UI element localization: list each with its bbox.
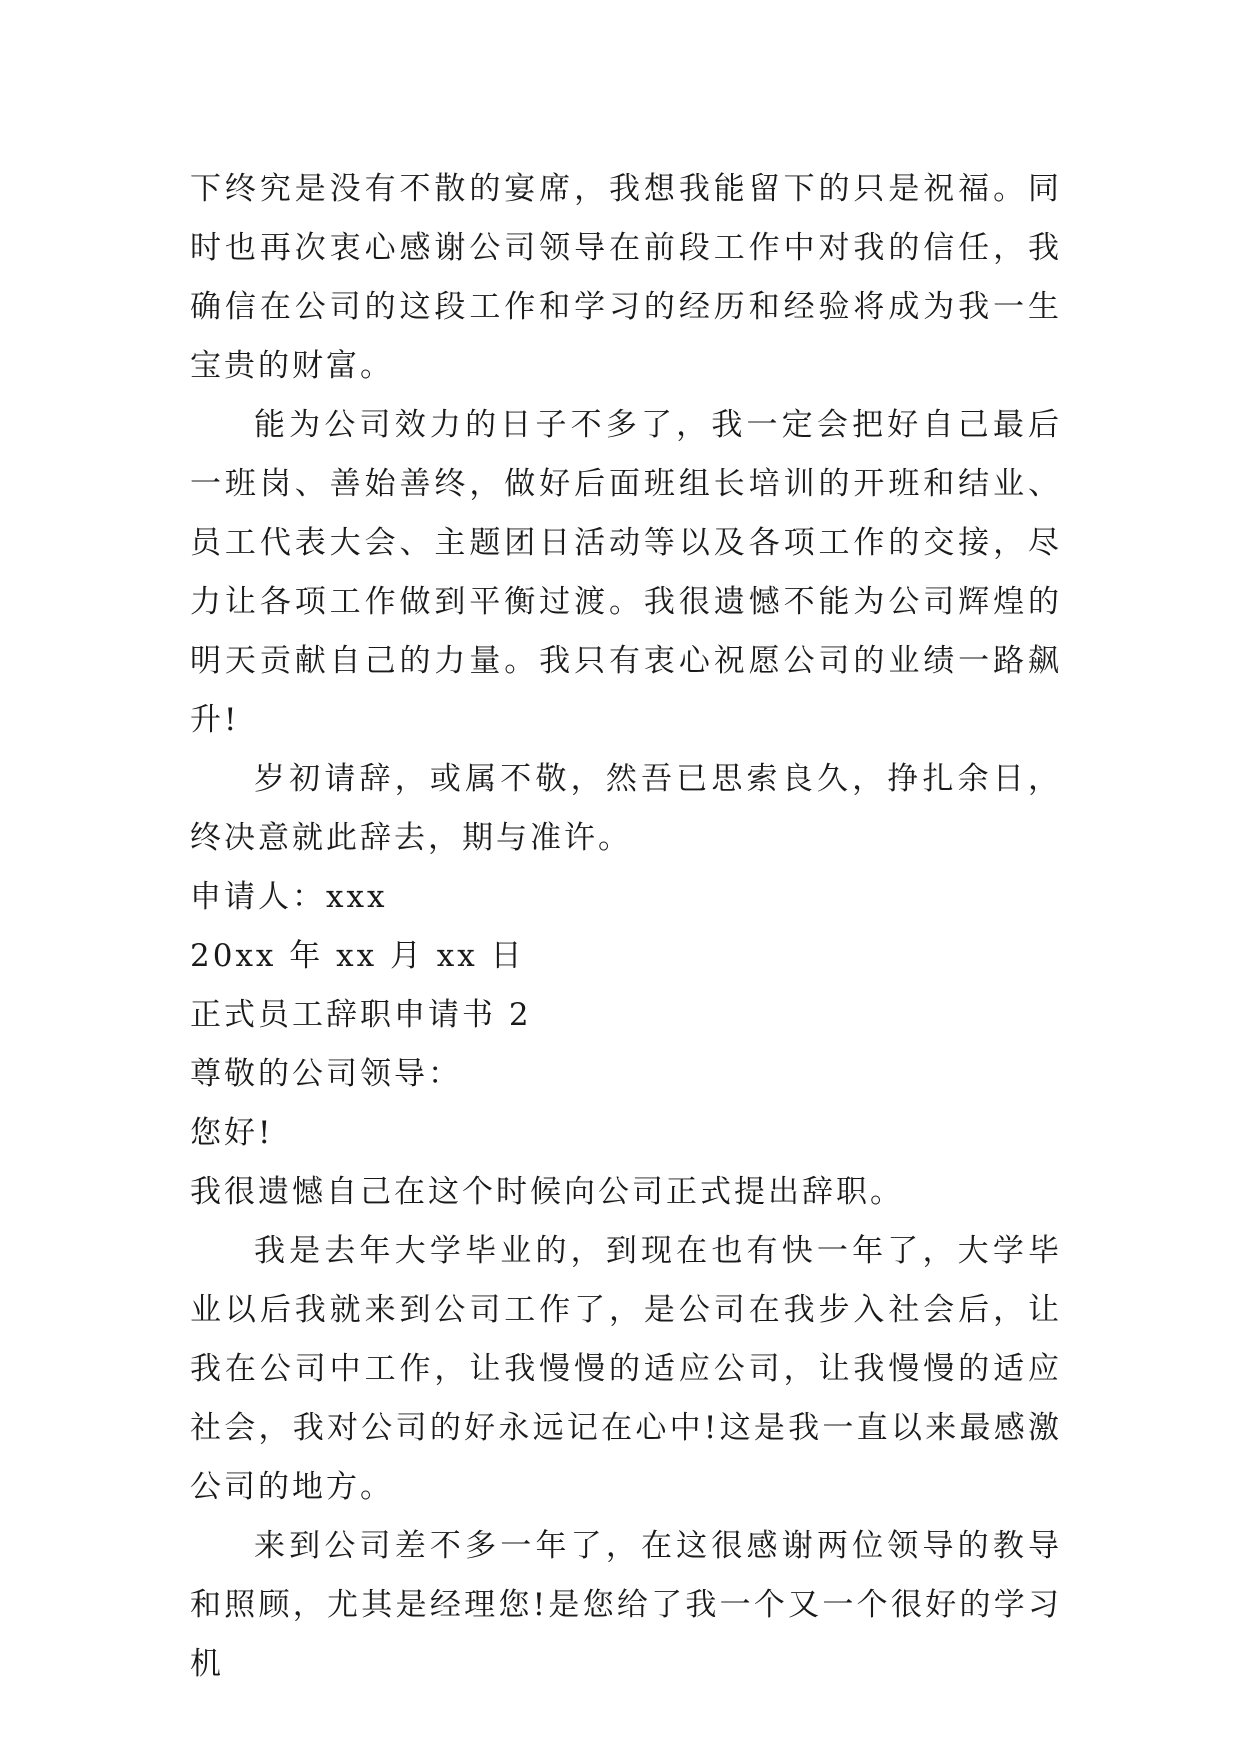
paragraph-farewell: 能为公司效力的日子不多了，我一定会把好自己最后一班岗、善始善终，做好后面班组长培训的开班和结业、员工代表大会、主题团日活动等以及各项工作的交接，尽力让各项工作做到平衡过渡。我很遗憾不能为公司辉煌的明天贡献自己的力量。我只有衷心祝愿公司的业绩一路飙升! xyxy=(190,407,1062,738)
section-title: 正式员工辞职申请书 2 xyxy=(190,997,532,1033)
greeting: 您好! xyxy=(190,1115,274,1151)
applicant-line: 申请人：xxx xyxy=(190,879,388,915)
paragraph-intro: 我很遗憾自己在这个时候向公司正式提出辞职。 xyxy=(190,1174,904,1210)
paragraph-continued: 下终究是没有不散的宴席，我想我能留下的只是祝福。同时也再次衷心感谢公司领导在前段工作中对我的信任，我确信在公司的这段工作和学习的经历和经验将成为我一生宝贵的财富。 xyxy=(190,171,1062,384)
salutation: 尊敬的公司领导： xyxy=(190,1056,462,1092)
paragraph-resign-request: 岁初请辞，或属不敬，然吾已思索良久，挣扎余日，终决意就此辞去，期与准许。 xyxy=(190,761,1062,856)
document-body xyxy=(190,160,1062,1694)
date-line: 20xx 年 xx 月 xx 日 xyxy=(190,938,525,974)
paragraph-thanks: 来到公司差不多一年了，在这很感谢两位领导的教导和照顾，尤其是经理您!是您给了我一个又一个很好的学习机 xyxy=(190,1528,1062,1682)
paragraph-background: 我是去年大学毕业的，到现在也有快一年了，大学毕业以后我就来到公司工作了，是公司在我步入社会后，让我在公司中工作，让我慢慢的适应公司，让我慢慢的适应社会，我对公司的好永远记在心中!这是我一直以来最感激公司的地方。 xyxy=(190,1233,1062,1505)
